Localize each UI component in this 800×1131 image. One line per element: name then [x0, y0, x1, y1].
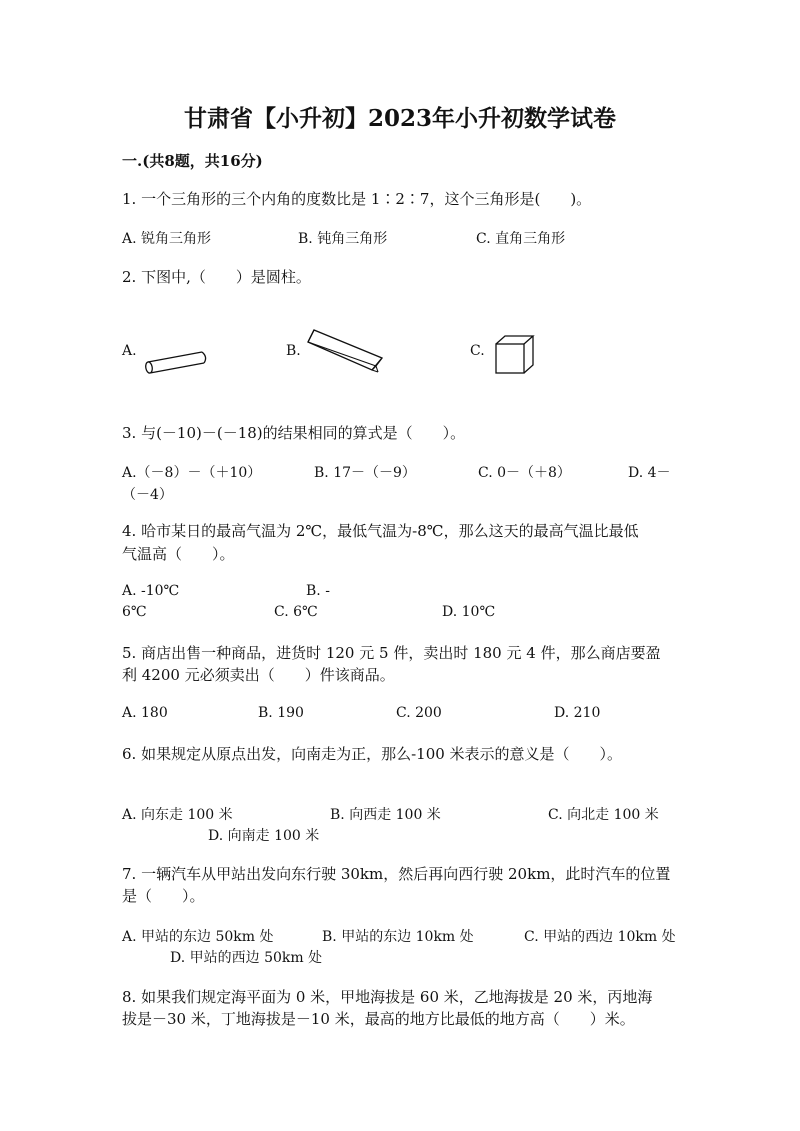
section-heading: 一.(共8题，共16分) — [122, 152, 263, 170]
q7-option-d: D. 甲站的西边 50km 处 — [170, 950, 323, 966]
q2-option-c: C. — [470, 343, 485, 359]
q4-option-b-continued: 6℃ — [122, 604, 147, 620]
q3-option-c: C. 0－（＋8） — [478, 465, 571, 481]
question-3: 3. 与(－10)－(－18)的结果相同的算式是（ ）。 — [122, 424, 466, 442]
cylinder-rod-figure — [140, 348, 212, 378]
q3-option-a: A.（－8）－（＋10） — [122, 465, 262, 481]
question-7-line-2: 是（ ）。 — [122, 887, 205, 905]
q4-option-a: A. -10℃ — [122, 583, 180, 599]
triangular-prism-figure — [300, 326, 386, 374]
question-5-line-1: 5. 商店出售一种商品，进货时 120 元 5 件，卖出时 180 元 4 件，那么商店要盈 — [122, 644, 661, 662]
q4-option-b: B. - — [306, 583, 330, 599]
question-8-line-2: 拔是－30 米，丁地海拔是－10 米，最高的地方比最低的地方高（ ）米。 — [122, 1010, 635, 1028]
question-2: 2. 下图中,（ ）是圆柱。 — [122, 268, 311, 286]
q6-option-c: C. 向北走 100 米 — [548, 807, 659, 823]
q1-option-a: A. 锐角三角形 — [122, 231, 212, 247]
q2-option-a: A. — [122, 343, 137, 359]
q6-option-a: A. 向东走 100 米 — [122, 807, 233, 823]
question-8-line-1: 8. 如果我们规定海平面为 0 米，甲地海拔是 60 米，乙地海拔是 20 米，丙地海 — [122, 988, 653, 1006]
q5-option-d: D. 210 — [554, 705, 601, 721]
question-4-line-1: 4. 哈市某日的最高气温为 2℃，最低气温为-8℃，那么这天的最高气温比最低 — [122, 522, 639, 540]
q1-option-b: B. 钝角三角形 — [298, 231, 388, 247]
question-6: 6. 如果规定从原点出发，向南走为正，那么-100 米表示的意义是（ ）。 — [122, 745, 623, 763]
q6-option-d: D. 向南走 100 米 — [208, 828, 320, 844]
q7-option-b: B. 甲站的东边 10km 处 — [322, 929, 474, 945]
q7-option-c: C. 甲站的西边 10km 处 — [524, 929, 676, 945]
q3-option-b: B. 17－（－9） — [314, 465, 416, 481]
q5-option-a: A. 180 — [122, 705, 168, 721]
q5-option-c: C. 200 — [396, 705, 442, 721]
question-5-line-2: 利 4200 元必须卖出（ ）件该商品。 — [122, 666, 395, 684]
q2-option-b: B. — [286, 343, 301, 359]
cube-figure — [494, 334, 536, 376]
q7-option-a: A. 甲站的东边 50km 处 — [122, 929, 274, 945]
q1-option-c: C. 直角三角形 — [476, 231, 566, 247]
question-7-line-1: 7. 一辆汽车从甲站出发向东行驶 30km，然后再向西行驶 20km，此时汽车的位置 — [122, 865, 671, 883]
question-1: 1. 一个三角形的三个内角的度数比是 1∶2∶7，这个三角形是( )。 — [122, 190, 592, 208]
q5-option-b: B. 190 — [258, 705, 304, 721]
q6-option-b: B. 向西走 100 米 — [330, 807, 441, 823]
exam-title: 甘肃省【小升初】2023年小升初数学试卷 — [183, 105, 616, 132]
question-4-line-2: 气温高（ ）。 — [122, 545, 235, 563]
q4-option-d: D. 10℃ — [442, 604, 496, 620]
q4-option-c: C. 6℃ — [274, 604, 318, 620]
q3-option-d-continued: （－4） — [122, 487, 173, 503]
q3-option-d: D. 4－ — [628, 465, 671, 481]
